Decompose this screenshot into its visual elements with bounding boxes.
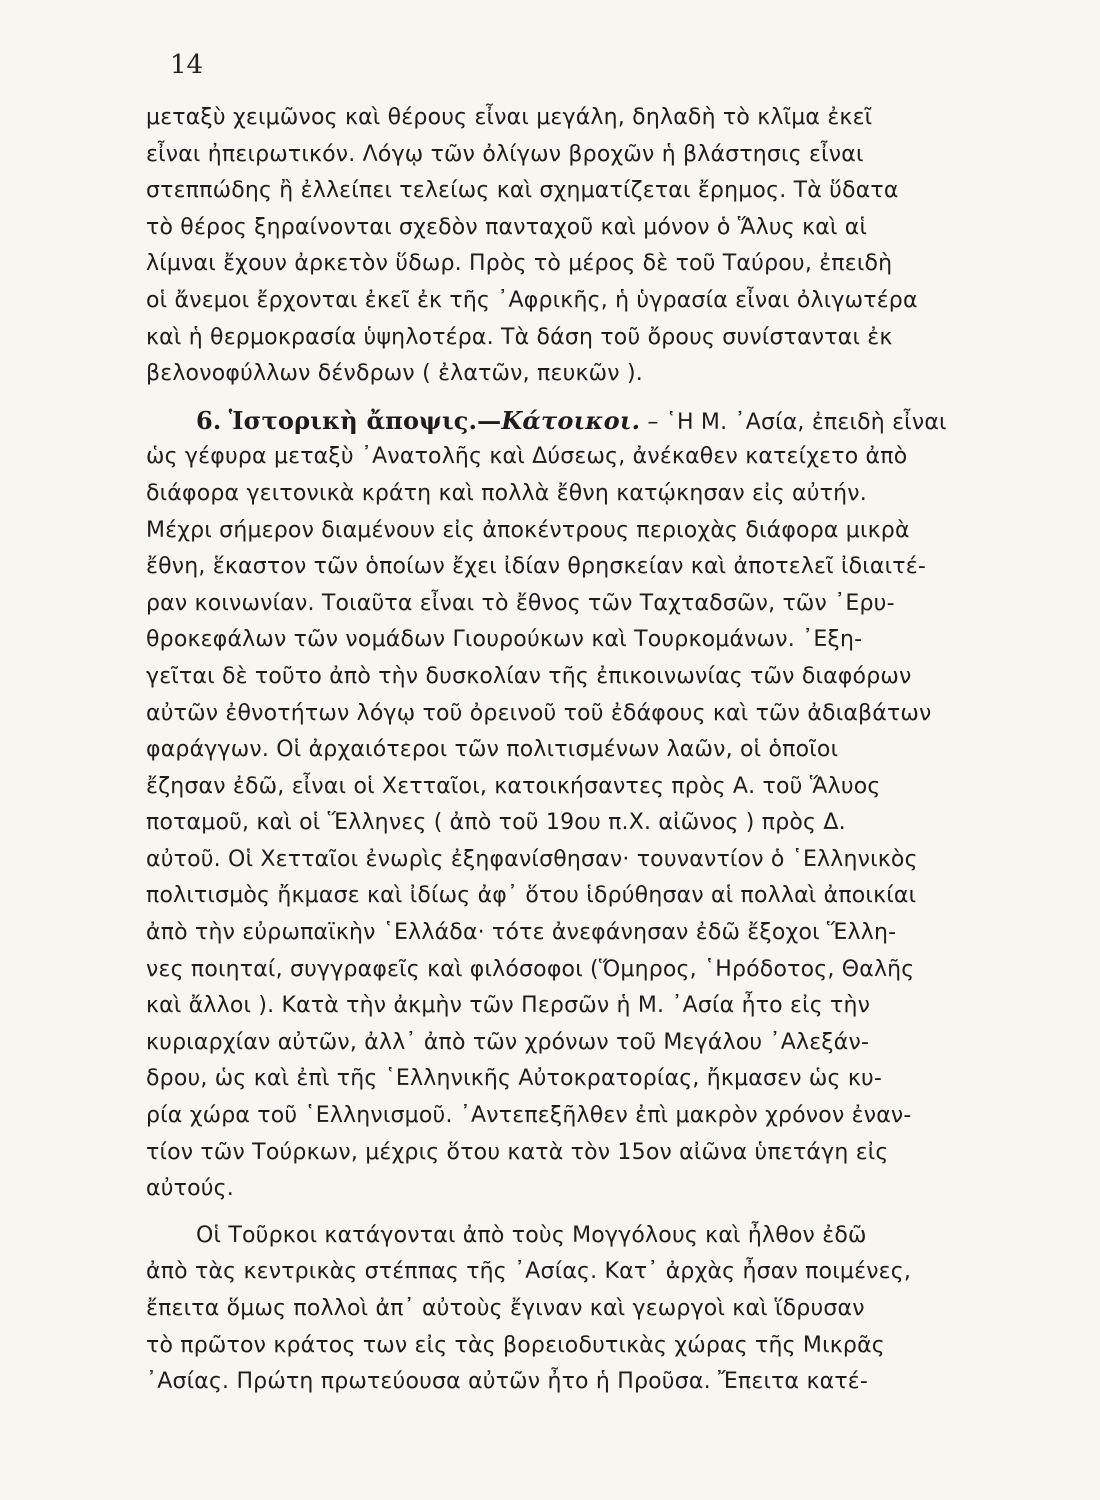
text-line: ἀπὸ τὴν εὐρωπαϊκὴν ῾Ελλάδα· τότε ἀνεφάνησαν ἐδῶ ἔξοχοι Ἕλλη- <box>146 920 897 946</box>
section-title: Ἱστορικὴ ἄποψις. <box>228 405 478 435</box>
text-line: τὸ θέρος ξηραίνονται σχεδὸν πανταχοῦ καὶ μόνον ὁ Ἅλυς καὶ αἱ <box>146 214 868 240</box>
paragraph-climate <box>146 100 1026 393</box>
section-history <box>146 403 1026 1208</box>
text-line: λίμναι ἔχουν ἀρκετὸν ὕδωρ. Πρὸς τὸ μέρος δὲ τοῦ Ταύρου, ἐπειδὴ <box>146 251 893 277</box>
section-heading-line: 6. Ἱστορικὴ ἄποψις.—Κάτοικοι. – ῾Η Μ. ᾿Ασία, ἐπειδὴ εἶναι <box>196 405 947 435</box>
text-line: πολιτισμὸς ἤκμασε καὶ ἰδίως ἀφ᾿ ὅτου ἱδρύθησαν αἱ πολλαὶ ἀποικίαι <box>146 883 917 909</box>
text-line: ἔζησαν ἐδῶ, εἶναι οἱ Χετταῖοι, κατοικήσαντες πρὸς Α. τοῦ Ἅλυος <box>146 773 881 799</box>
section-first-line-text: – ῾Η Μ. ᾿Ασία, ἐπειδὴ εἶναι <box>640 409 947 435</box>
text-line: οἱ ἄνεμοι ἔρχονται ἐκεῖ ἐκ τῆς ᾿Αφρικῆς, ἡ ὑγρασία εἶναι ὀλιγωτέρα <box>146 287 918 313</box>
text-line: ᾿Ασίας. Πρώτη πρωτεύουσα αὐτῶν ἦτο ἡ Προῦσα. Ἔπειτα κατέ- <box>146 1369 868 1395</box>
text-line: Μέχρι σήμερον διαμένουν εἰς ἀποκέντρους περιοχὰς διάφορα μικρὰ <box>146 517 910 543</box>
text-line: κυριαρχίαν αὐτῶν, ἀλλ᾿ ἀπὸ τῶν χρόνων τοῦ Μεγάλου ᾿Αλεξάν- <box>146 1029 870 1055</box>
text-line: τίον τῶν Τούρκων, μέχρις ὅτου κατὰ τὸν 15ον αἰῶνα ὑπετάγη εἰς <box>146 1139 889 1165</box>
text-line: αὐτῶν ἐθνοτήτων λόγῳ τοῦ ὀρεινοῦ τοῦ ἐδάφους καὶ τῶν ἀδιαβάτων <box>146 700 932 726</box>
text-line: αὐτοῦ. Οἱ Χετταῖοι ἐνωρὶς ἐξηφανίσθησαν· τουναντίον ὁ ῾Ελληνικὸς <box>146 846 918 872</box>
text-line: ὡς γέφυρα μεταξὺ ᾿Ανατολῆς καὶ Δύσεως, ἀνέκαθεν κατείχετο ἀπὸ <box>146 444 908 470</box>
text-line: στεππώδης ἢ ἐλλείπει τελείως καὶ σχηματίζεται ἔρημος. Τὰ ὕδατα <box>146 178 899 204</box>
text-line-content: Οἱ Τοῦρκοι κατάγονται ἀπὸ τοὺς Μογγόλους καὶ ἦλθον ἐδῶ <box>196 1222 867 1248</box>
text-line: ραν κοινωνίαν. Τοιαῦτα εἶναι τὸ ἔθνος τῶν Ταχταδσῶν, τῶν ᾿Ερυ- <box>146 590 895 616</box>
text-line: καὶ ἄλλοι ). Κατὰ τὴν ἀκμὴν τῶν Περσῶν ἡ Μ. ᾿Ασία ἦτο εἰς τὴν <box>146 993 871 1019</box>
section-number: 6. <box>196 405 222 435</box>
text-line: καὶ ἡ θερμοκρασία ὑψηλοτέρα. Τὰ δάση τοῦ ὄρους συνίστανται ἐκ <box>146 324 893 350</box>
text-line: ἔπειτα ὅμως πολλοὶ ἀπ᾿ αὐτοὺς ἔγιναν καὶ γεωργοὶ καὶ ἵδρυσαν <box>146 1296 865 1321</box>
section-subtitle: Κάτοικοι. <box>501 405 641 435</box>
text-line: διάφορα γειτονικὰ κράτη καὶ πολλὰ ἔθνη κατῴκησαν εἰς αὐτήν. <box>146 480 867 506</box>
text-line: ἀπὸ τὰς κεντρικὰς στέππας τῆς ᾿Ασίας. Κατ᾿ ἀρχὰς ἦσαν ποιμένες, <box>146 1259 912 1285</box>
page-number: 14 <box>170 50 204 80</box>
text-line: βελονοφύλλων δένδρων ( ἐλατῶν, πευκῶν ). <box>146 361 643 387</box>
text-line: ἔθνη, ἕκαστον τῶν ὁποίων ἔχει ἰδίαν θρησκείαν καὶ ἀποτελεῖ ἰδιαιτέ- <box>146 554 926 580</box>
text-line: θροκεφάλων τῶν νομάδων Γιουρούκων καὶ Τουρκομάνων. ᾿Εξη- <box>146 627 863 653</box>
text-line: νες ποιηταί, συγγραφεῖς καὶ φιλόσοφοι (Ὅμηρος, ῾Ηρόδοτος, Θαλῆς <box>146 956 915 982</box>
body-text <box>146 100 1026 1401</box>
text-line: ποταμοῦ, καὶ οἱ Ἕλληνες ( ἀπὸ τοῦ 19ου π.Χ. αἰῶνος ) πρὸς Δ. <box>146 810 846 836</box>
text-line: γεῖται δὲ τοῦτο ἀπὸ τὴν δυσκολίαν τῆς ἐπικοινωνίας τῶν διαφόρων <box>146 663 912 689</box>
text-line: τὸ πρῶτον κράτος των εἰς τὰς βορειοδυτικὰς χώρας τῆς Μικρᾶς <box>146 1332 885 1358</box>
text-line <box>146 1218 1026 1255</box>
text-line: εἶναι ἠπειρωτικόν. Λόγῳ τῶν ὀλίγων βροχῶν ἡ βλάστησις εἶναι <box>146 141 864 167</box>
text-line: ρία χώρα τοῦ ῾Ελληνισμοῦ. ᾿Αντεπεξῆλθεν ἐπὶ μακρὸν χρόνον ἐναν- <box>146 1103 912 1129</box>
text-line: δρου, ὡς καὶ ἐπὶ τῆς ῾Ελληνικῆς Αὐτοκρατορίας, ἤκμασεν ὡς κυ- <box>146 1066 883 1092</box>
text-line: φαράγγων. Οἱ ἀρχαιότεροι τῶν πολιτισμένων λαῶν, οἱ ὁποῖοι <box>146 737 839 763</box>
paragraph-turks <box>146 1218 1026 1401</box>
text-line: αὐτούς. <box>146 1176 234 1202</box>
text-line: μεταξὺ χειμῶνος καὶ θέρους εἶναι μεγάλη, δηλαδὴ τὸ κλῖμα ἐκεῖ <box>146 105 873 130</box>
